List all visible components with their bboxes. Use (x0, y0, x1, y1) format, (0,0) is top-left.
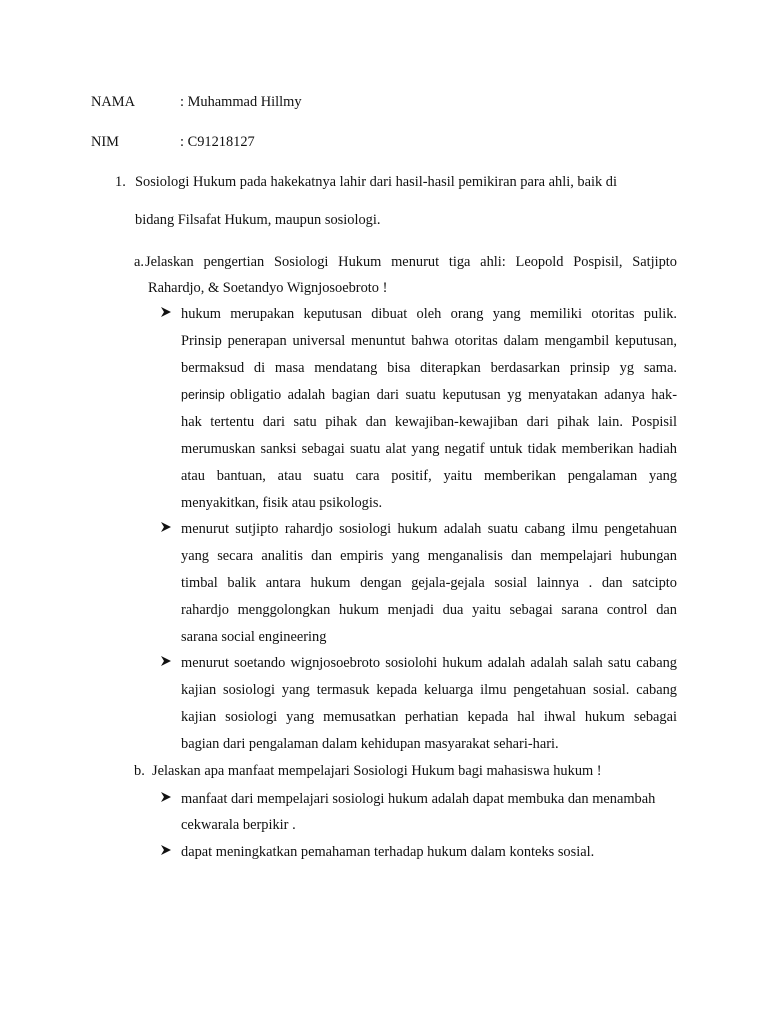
answer-a3-line: menurut soetando wignjosoebroto sosiolohi hukum adalah adalah salah satu cabang (181, 655, 677, 671)
answer-a1-inline-word: perinsip (181, 388, 225, 402)
part-a-label: a. (134, 254, 144, 270)
question-number: 1. (115, 174, 126, 190)
arrowhead-bullet-icon (160, 305, 174, 323)
question-text-line: bidang Filsafat Hukum, maupun sosiologi. (135, 212, 381, 228)
part-a-question-line: Jelaskan pengertian Sosiologi Hukum menurut tiga ahli: Leopold Pospisil, Satjipto (145, 254, 677, 270)
part-b-question-line: Jelaskan apa manfaat mempelajari Sosiologi Hukum bagi mahasiswa hukum ! (152, 763, 602, 779)
answer-a1-line: obligatio adalah bagian dari suatu keputusan yg menyatakan adanya hak- (230, 387, 677, 403)
answer-b1-line: cekwarala berpikir . (181, 817, 296, 833)
arrowhead-bullet-icon (160, 843, 174, 861)
answer-a2-line: menurut sutjipto rahardjo sosiologi hukum adalah suatu cabang ilmu pengetahuan (181, 521, 677, 537)
answer-a1-line: Prinsip penerapan universal menuntut bahwa otoritas dalam mengambil keputusan, (181, 333, 677, 349)
part-a-question-line: Rahardjo, & Soetandyo Wignjosoebroto ! (148, 280, 388, 296)
answer-a1-line: bermaksud di masa mendatang bisa diterapkan berdasarkan prinsip yg sama. (181, 360, 677, 376)
answer-a3-line: kajian sosiologi yang memusatkan perhatian kepada hal ihwal hukum sebagai (181, 709, 677, 725)
answer-a2-line: yang secara analitis dan empiris yang menganalisis dan mempelajari hubungan (181, 548, 677, 564)
answer-b1-line: manfaat dari mempelajari sosiologi hukum adalah dapat membuka dan menambah (181, 791, 656, 807)
answer-a1-line: hak tertentu dari satu pihak dan kewajiban-kewajiban dari pihak lain. Pospisil (181, 414, 677, 430)
name-label: NAMA (91, 94, 135, 110)
nim-value: : C91218127 (180, 134, 255, 150)
answer-a1-line: merumuskan sanksi sebagai suatu alat yang negatif untuk tidak memberikan hadiah (181, 441, 677, 457)
answer-a1-line: menyakitkan, fisik atau psikologis. (181, 495, 383, 511)
arrowhead-bullet-icon (160, 520, 174, 538)
answer-a3-line: bagian dari pengalaman dalam kehidupan masyarakat sehari-hari. (181, 736, 559, 752)
nim-label: NIM (91, 134, 119, 150)
answer-a1-line: atau bantuan, atau suatu cara positif, yaitu memberikan pengalaman yang (181, 468, 677, 484)
answer-a1-line: hukum merupakan keputusan dibuat oleh orang yang memiliki otoritas pulik. (181, 306, 677, 322)
answer-a2-line: timbal balik antara hukum dengan gejala-gejala sosial lainnya . dan satcipto (181, 575, 677, 591)
answer-a2-line: sarana social engineering (181, 629, 327, 645)
question-text-line: Sosiologi Hukum pada hakekatnya lahir dari hasil-hasil pemikiran para ahli, baik di (135, 174, 617, 190)
answer-b2-line: dapat meningkatkan pemahaman terhadap hukum dalam konteks sosial. (181, 844, 595, 860)
answer-a2-line: rahardjo menggolongkan hukum menjadi dua yaitu sebagai sarana control dan (181, 602, 677, 618)
answer-a3-line: kajian sosiologi yang termasuk kepada keluarga ilmu pengetahuan sosial. cabang (181, 682, 677, 698)
arrowhead-bullet-icon (160, 790, 174, 808)
name-value: : Muhammad Hillmy (180, 94, 302, 110)
arrowhead-bullet-icon (160, 654, 174, 672)
part-b-label: b. (134, 763, 145, 779)
